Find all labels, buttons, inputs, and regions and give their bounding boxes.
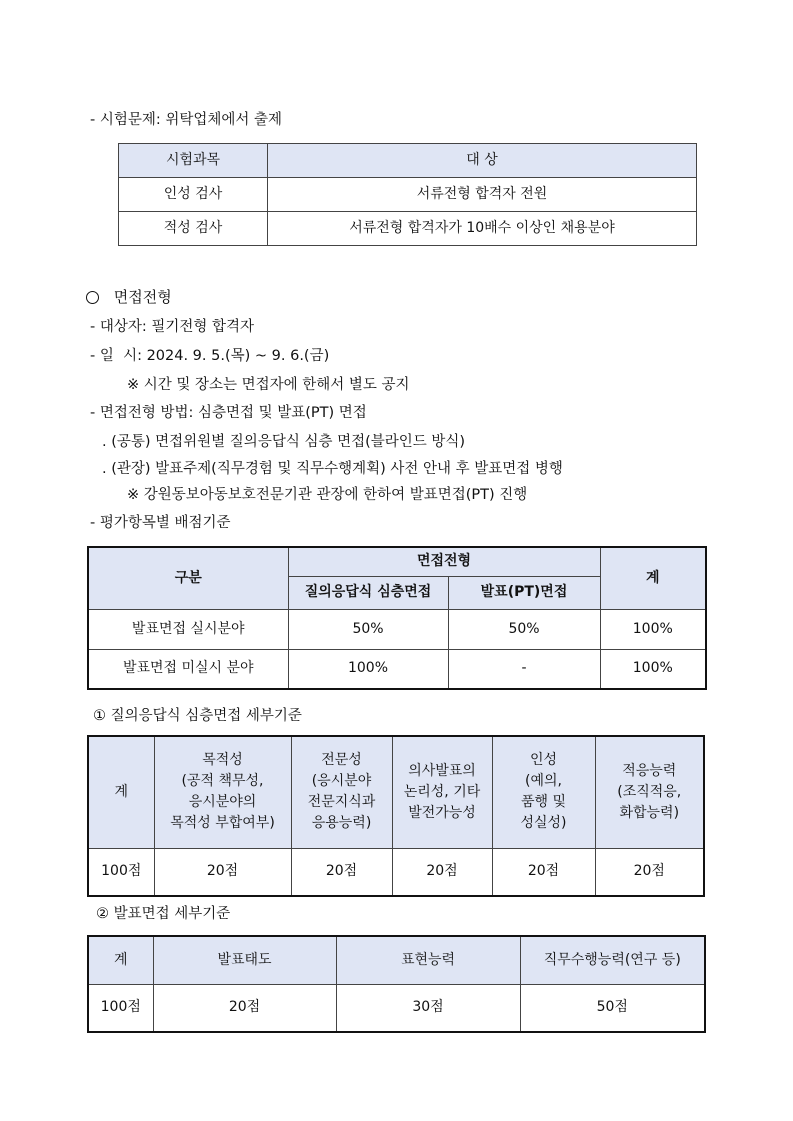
table-cell: 50% bbox=[448, 609, 600, 649]
table-cell: 적성 검사 bbox=[119, 212, 268, 246]
table-cell: - bbox=[448, 649, 600, 689]
table-cell: 100% bbox=[288, 649, 448, 689]
table-header-row bbox=[88, 936, 705, 984]
header-cell: 의사발표의 논리성, 기타 발전가능성 bbox=[392, 736, 492, 848]
header-cell: 계 bbox=[88, 736, 154, 848]
interview-line: . (공통) 면접위원별 질의응답식 심층 면접(블라인드 방식) bbox=[102, 434, 466, 450]
table-cell: 20점 bbox=[291, 848, 392, 896]
detail2-title: ② 발표면접 세부기준 bbox=[96, 906, 231, 922]
table-cell: 발표면접 미실시 분야 bbox=[88, 649, 288, 689]
header-cell: 전문성 (응시분야 전문지식과 응용능력) bbox=[291, 736, 392, 848]
interview-line: - 평가항목별 배점기준 bbox=[90, 515, 231, 531]
table-cell: 서류전형 합격자가 10배수 이상인 채용분야 bbox=[268, 212, 697, 246]
header-cell: 직무수행능력(연구 등) bbox=[520, 936, 705, 984]
interview-note: ※ 시간 및 장소는 면접자에 한해서 별도 공지 bbox=[127, 377, 410, 393]
header-cell: 적응능력 (조직적응, 화합능력) bbox=[595, 736, 704, 848]
exam-line: - 시험문제: 위탁업체에서 출제 bbox=[90, 112, 283, 128]
table-row bbox=[119, 178, 697, 212]
circle-bullet-icon bbox=[86, 291, 99, 304]
table-cell: 50점 bbox=[520, 984, 705, 1032]
header-cell: 계 bbox=[600, 547, 706, 609]
interview-line: - 대상자: 필기전형 합격자 bbox=[90, 319, 255, 335]
table-cell: 20점 bbox=[492, 848, 595, 896]
table-cell: 20점 bbox=[153, 984, 336, 1032]
interview-line: - 면접전형 방법: 심층면접 및 발표(PT) 면접 bbox=[90, 405, 367, 421]
table-cell: 100점 bbox=[88, 984, 153, 1032]
table-header-row bbox=[88, 547, 706, 576]
table-cell: 50% bbox=[288, 609, 448, 649]
exam-table bbox=[118, 143, 697, 246]
header-cell: 인성 (예의, 품행 및 성실성) bbox=[492, 736, 595, 848]
interview-line: . (관장) 발표주제(직무경험 및 직무수행계획) 사전 안내 후 발표면접 병행 bbox=[102, 461, 563, 477]
section-title: 면접전형 bbox=[113, 288, 172, 306]
header-cell: 구분 bbox=[88, 547, 288, 609]
table-row bbox=[119, 212, 697, 246]
header-cell: 발표(PT)면접 bbox=[448, 576, 600, 609]
table-cell: 서류전형 합격자 전원 bbox=[268, 178, 697, 212]
interview-line: - 일 시: 2024. 9. 5.(목) ~ 9. 6.(금) bbox=[90, 348, 330, 364]
interview-heading bbox=[86, 290, 172, 305]
table-cell: 30점 bbox=[336, 984, 520, 1032]
score-table bbox=[87, 546, 707, 690]
table-row bbox=[88, 609, 706, 649]
table-header-row bbox=[88, 736, 704, 848]
table-cell: 인성 검사 bbox=[119, 178, 268, 212]
table-row bbox=[88, 848, 704, 896]
header-cell: 면접전형 bbox=[288, 547, 600, 576]
table-cell: 100% bbox=[600, 649, 706, 689]
header-cell: 질의응답식 심층면접 bbox=[288, 576, 448, 609]
table-cell: 20점 bbox=[595, 848, 704, 896]
interview-note: ※ 강원동보아동보호전문기관 관장에 한하여 발표면접(PT) 진행 bbox=[127, 487, 528, 503]
header-cell: 목적성 (공적 책무성, 응시분야의 목적성 부합여부) bbox=[154, 736, 291, 848]
table-row bbox=[88, 649, 706, 689]
header-cell: 발표태도 bbox=[153, 936, 336, 984]
header-cell: 시험과목 bbox=[119, 144, 268, 178]
header-cell: 계 bbox=[88, 936, 153, 984]
table-row bbox=[88, 984, 705, 1032]
table-cell: 발표면접 실시분야 bbox=[88, 609, 288, 649]
table-cell: 20점 bbox=[154, 848, 291, 896]
table-cell: 100점 bbox=[88, 848, 154, 896]
table-cell: 100% bbox=[600, 609, 706, 649]
header-cell: 대 상 bbox=[268, 144, 697, 178]
detail2-table bbox=[87, 935, 706, 1033]
detail1-title: ① 질의응답식 심층면접 세부기준 bbox=[93, 708, 302, 724]
header-cell: 표현능력 bbox=[336, 936, 520, 984]
detail1-table bbox=[87, 735, 705, 897]
table-cell: 20점 bbox=[392, 848, 492, 896]
table-header-row bbox=[119, 144, 697, 178]
